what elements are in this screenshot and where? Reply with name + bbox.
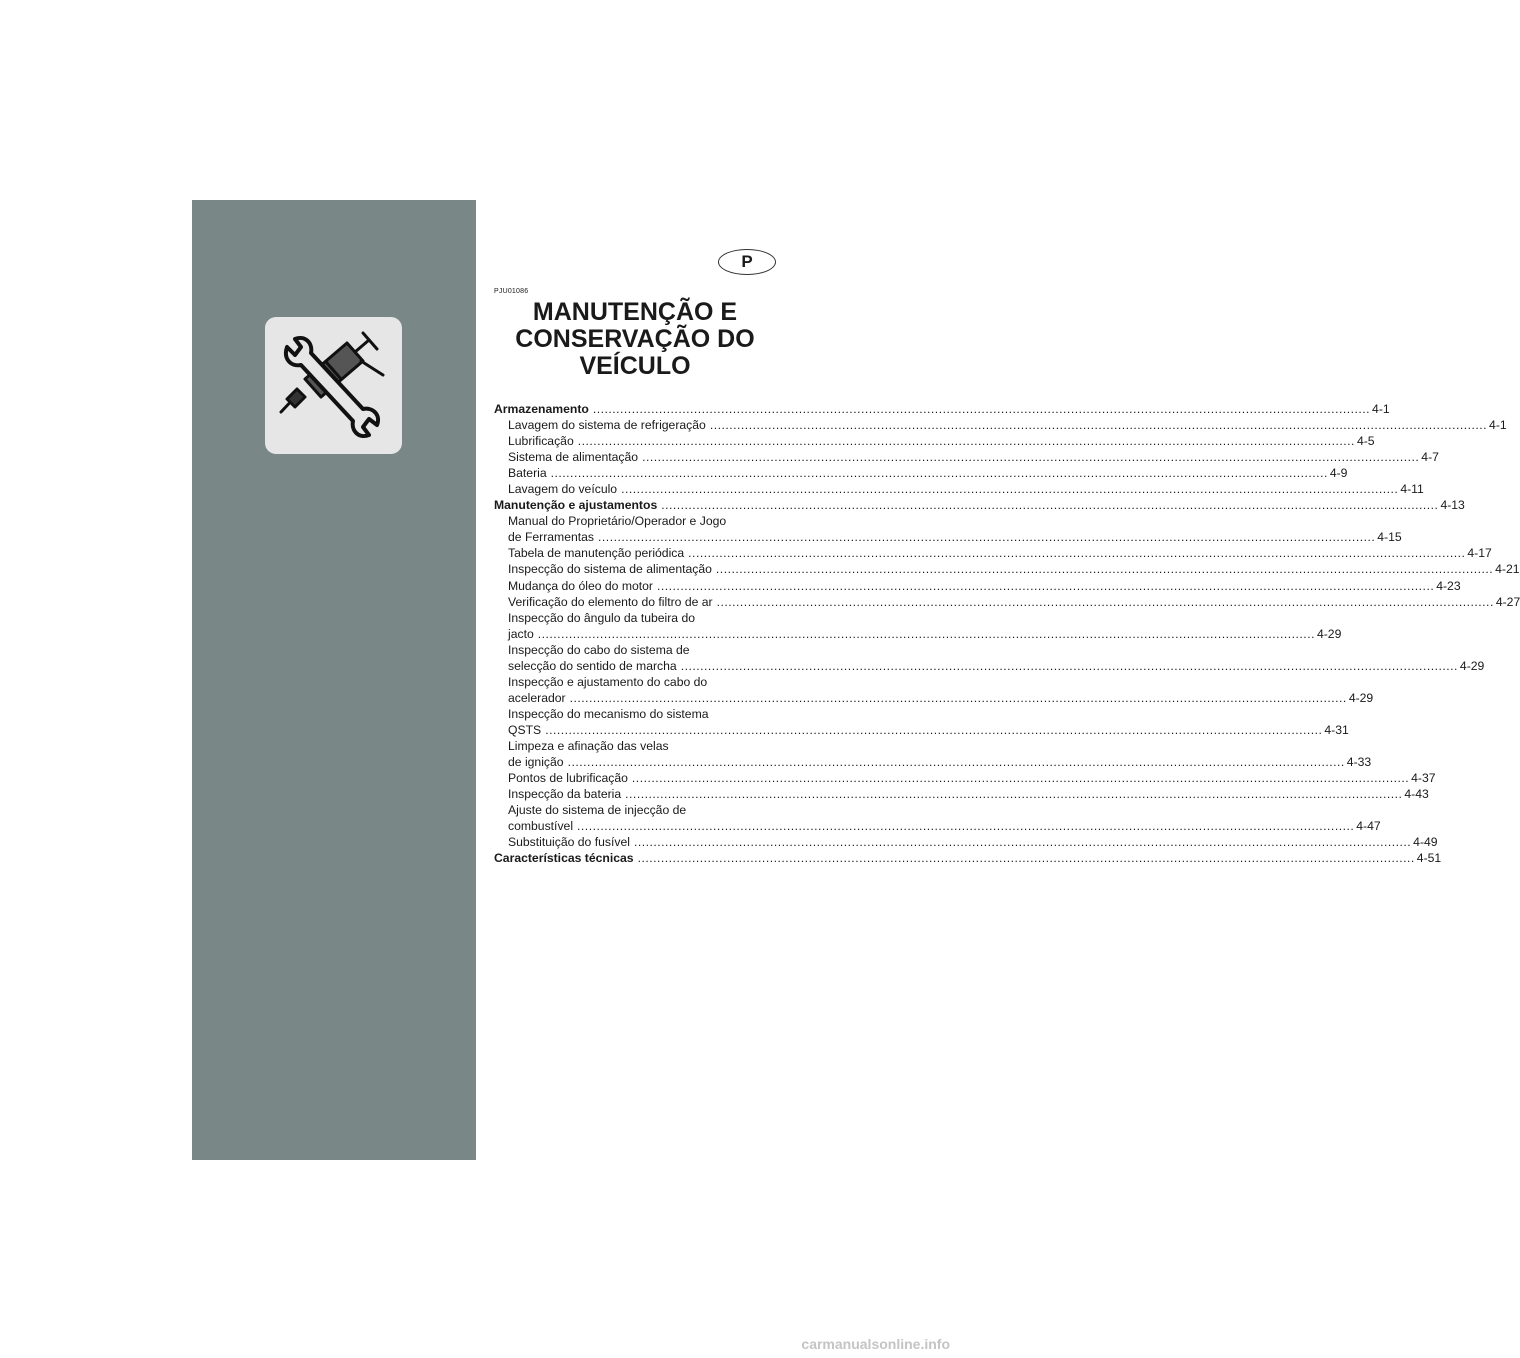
document-code: PJU01086	[494, 288, 529, 295]
toc-entry[interactable]	[494, 642, 772, 658]
toc-entry[interactable]	[494, 433, 1375, 449]
toc-entry[interactable]	[494, 449, 1439, 465]
toc-entry-page: 4-33	[1346, 755, 1372, 770]
toc-entry[interactable]	[494, 674, 772, 690]
toc-entry[interactable]	[494, 417, 1507, 433]
toc-dot-leader: ........................................................................................................................................................................................................	[577, 819, 1355, 834]
toc-dot-leader: ........................................................................................................................................................................................................	[598, 530, 1376, 545]
toc-entry-title: Características técnicas	[494, 851, 634, 866]
chapter-title-line: CONSERVAÇÃO DO	[515, 325, 755, 353]
toc-entry-page: 4-51	[1416, 851, 1442, 866]
toc-entry-page: 4-17	[1467, 546, 1492, 561]
toc-dot-leader: ........................................................................................................................................................................................................	[621, 482, 1399, 497]
toc-dot-leader: ........................................................................................................................................................................................................	[688, 546, 1466, 561]
toc-entry-title: Lavagem do sistema de refrigeração	[508, 418, 706, 433]
toc-entry[interactable]	[494, 754, 1372, 770]
chapter-title	[494, 299, 776, 380]
toc-dot-leader: ........................................................................................................................................................................................................	[537, 626, 1315, 641]
toc-entry-title: Pontos de lubrificação	[508, 771, 628, 786]
toc-dot-leader: ........................................................................................................................................................................................................	[715, 562, 1494, 577]
toc-entry-page: 4-1	[1489, 418, 1507, 433]
toc-dot-leader: ........................................................................................................................................................................................................	[545, 722, 1323, 737]
toc-entry[interactable]	[494, 690, 1374, 706]
toc-entry[interactable]	[494, 770, 1436, 786]
toc-entry-page: 4-9	[1329, 466, 1348, 481]
toc-entry-page: 4-37	[1411, 771, 1436, 786]
toc-entry-title: Bateria	[508, 466, 547, 481]
toc-entry-page: 4-21	[1495, 562, 1520, 577]
toc-dot-leader: ........................................................................................................................................................................................................	[631, 771, 1410, 786]
toc-entry-title: Lavagem do veículo	[508, 482, 618, 497]
language-badge: P	[718, 249, 776, 275]
toc-entry-page: 4-43	[1404, 787, 1429, 802]
toc-entry[interactable]	[494, 626, 1342, 642]
toc-entry-page: 4-13	[1440, 498, 1465, 513]
toc-entry[interactable]	[494, 481, 1424, 497]
toc-entry-title: selecção do sentido de marcha	[508, 658, 677, 673]
table-of-contents	[494, 401, 1520, 866]
toc-dot-leader: ........................................................................................................................................................................................................	[637, 851, 1415, 866]
toc-entry-title: Mudança do óleo do motor	[508, 578, 653, 593]
toc-entry[interactable]	[494, 578, 1461, 594]
toc-entry-title: jacto	[508, 626, 534, 641]
toc-entry-page: 4-23	[1436, 578, 1461, 593]
toc-dot-leader: ........................................................................................................................................................................................................	[661, 498, 1439, 513]
toc-entry[interactable]	[494, 786, 1429, 802]
toc-entry-title: Armazenamento	[494, 402, 589, 416]
toc-entry[interactable]	[494, 465, 1348, 481]
toc-entry-title: Manual do Proprietário/Operador e Jogo	[508, 514, 727, 529]
toc-entry-title: de ignição	[508, 755, 564, 770]
toc-entry-title: Lubrificação	[508, 434, 574, 449]
toc-entry[interactable]	[494, 722, 1349, 738]
toc-entry-title: Inspecção da bateria	[508, 787, 622, 802]
toc-dot-leader: ........................................................................................................................................................................................................	[716, 594, 1494, 609]
toc-entry-page: 4-15	[1377, 530, 1402, 545]
toc-entry-page: 4-47	[1356, 819, 1381, 834]
toc-entry-title: de Ferramentas	[508, 530, 595, 545]
toc-section-entry[interactable]	[494, 850, 1442, 866]
toc-dot-leader: ........................................................................................................................................................................................................	[567, 755, 1345, 770]
toc-entry-title: QSTS	[508, 722, 542, 737]
toc-entry-title: Substituição do fusível	[508, 835, 630, 850]
toc-dot-leader: ........................................................................................................................................................................................................	[569, 690, 1347, 705]
toc-entry-page: 4-27	[1495, 594, 1520, 609]
toc-dot-leader: ........................................................................................................................................................................................................	[680, 658, 1458, 673]
toc-entry[interactable]	[494, 738, 772, 754]
toc-entry-title: Verificação do elemento do filtro de ar	[508, 594, 713, 609]
toc-entry-title: Ajuste do sistema de injecção de	[508, 803, 687, 818]
toc-entry-page: 4-11	[1400, 482, 1424, 497]
toc-entry[interactable]	[494, 802, 772, 818]
chapter-title-line: MANUTENÇÃO E	[532, 298, 738, 326]
toc-dot-leader: ........................................................................................................................................................................................................	[642, 450, 1420, 465]
toc-entry-title: Manutenção e ajustamentos	[494, 498, 658, 513]
toc-entry[interactable]	[494, 658, 1485, 674]
toc-entry-page: 4-1	[1372, 402, 1390, 416]
toc-entry-page: 4-29	[1348, 690, 1374, 705]
toc-entry-title: Inspecção do cabo do sistema de	[508, 642, 690, 657]
toc-entry[interactable]	[494, 610, 772, 626]
toc-entry-page: 4-5	[1356, 434, 1375, 449]
toc-entry-title: Inspecção e ajustamento do cabo do	[508, 674, 708, 689]
toc-entry-page: 4-7	[1421, 450, 1439, 465]
toc-dot-leader: ........................................................................................................................................................................................................	[577, 434, 1355, 449]
toc-entry-page: 4-29	[1316, 626, 1342, 641]
toc-entry-page: 4-49	[1413, 835, 1438, 850]
toc-entry-page: 4-31	[1324, 722, 1349, 737]
toc-entry[interactable]	[494, 545, 1492, 561]
toc-entry-title: Inspecção do sistema de alimentação	[508, 562, 712, 577]
toc-dot-leader: ........................................................................................................................................................................................................	[657, 578, 1435, 593]
toc-entry[interactable]	[494, 834, 1438, 850]
toc-dot-leader: ........................................................................................................................................................................................................	[709, 418, 1488, 433]
chapter-icon-card	[265, 317, 402, 454]
toc-section-entry[interactable]	[494, 497, 1465, 513]
toc-dot-leader: ........................................................................................................................................................................................................	[550, 466, 1328, 481]
toc-entry[interactable]	[494, 561, 1520, 577]
toc-entry[interactable]	[494, 594, 1520, 610]
toc-entry-title: Tabela de manutenção periódica	[508, 546, 685, 561]
toc-entry[interactable]	[494, 818, 1381, 834]
toc-dot-leader: ........................................................................................................................................................................................................	[592, 402, 1371, 416]
toc-entry-page: 4-29	[1459, 658, 1485, 673]
toc-entry[interactable]	[494, 529, 1402, 545]
toc-dot-leader: ........................................................................................................................................................................................................	[633, 835, 1412, 850]
chapter-title-line: VEÍCULO	[579, 352, 691, 380]
toc-entry-title: Inspecção do mecanismo do sistema	[508, 706, 709, 721]
toc-entry-title: Sistema de alimentação	[508, 450, 639, 465]
toc-entry[interactable]	[494, 706, 772, 722]
toc-entry-title: Inspecção do ângulo da tubeira do	[508, 610, 696, 625]
wrench-and-grease-gun-icon	[265, 317, 402, 454]
toc-entry[interactable]	[494, 513, 772, 529]
toc-entry-title: combustível	[508, 819, 574, 834]
watermark: carmanualsonline.info	[801, 1336, 950, 1352]
toc-dot-leader: ........................................................................................................................................................................................................	[625, 787, 1403, 802]
toc-section-entry[interactable]	[494, 401, 1390, 417]
toc-entry-title: Limpeza e afinação das velas	[508, 738, 669, 753]
toc-entry-title: acelerador	[508, 690, 566, 705]
